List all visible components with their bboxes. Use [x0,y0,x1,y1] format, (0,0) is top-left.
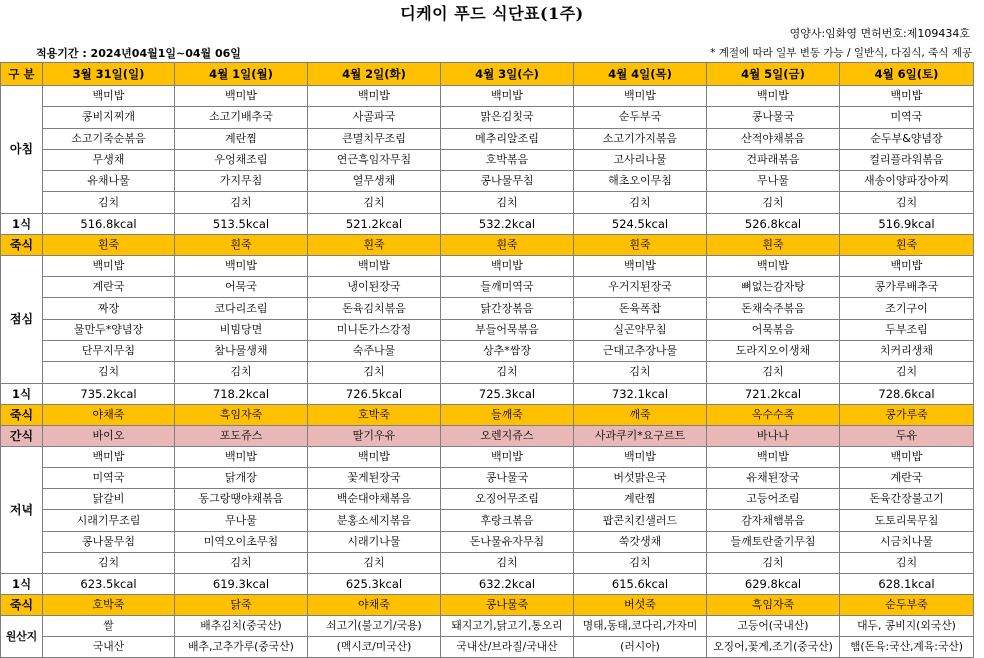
menu-item: 닭갈비 [43,489,175,510]
menu-item: 단무지무침 [43,340,175,361]
menu-item: 우엉채조림 [175,149,308,170]
menu-item: 무나물 [707,171,840,192]
menu-item: 백미밥 [43,86,175,107]
menu-item: 시래기나물 [308,531,441,552]
menu-item: 새송이양파장아찌 [840,171,974,192]
menu-item: 동그랑땡야채볶음 [175,489,308,510]
menu-note: * 계절에 따라 일부 변동 가능 / 일반식, 다짐식, 죽식 제공 [710,47,972,59]
menu-item: 돈채숙주볶음 [707,298,840,319]
kcal-value: 615.6kcal [574,574,707,595]
menu-item: 백미밥 [441,86,574,107]
menu-item: 백미밥 [441,255,574,276]
dinner-kcal-row [1,574,974,595]
origin-item: 오징어,꽃게,조기(중국산) [707,637,840,658]
porridge-item: 옥수수죽 [707,404,840,425]
menu-item: 시래기무조림 [43,510,175,531]
menu-item: 상추*쌈장 [441,340,574,361]
menu-item: 콩비지찌개 [43,107,175,128]
porridge-item: 흰죽 [840,234,974,255]
breakfast-row [1,86,974,107]
menu-item: 김치 [707,362,840,383]
menu-item: 백미밥 [574,86,707,107]
kcal-value: 628.1kcal [840,574,974,595]
menu-item: 후랑크볶음 [441,510,574,531]
menu-item: 참나물생채 [175,340,308,361]
menu-item: 김치 [574,553,707,574]
menu-item: 백미밥 [308,86,441,107]
menu-item: 무생채 [43,149,175,170]
menu-item: 분홍소세지볶음 [308,510,441,531]
origin-item: 쇠고기(불고기/국용) [308,616,441,637]
menu-item: 쑥갓생채 [574,531,707,552]
menu-item: 김치 [175,553,308,574]
day-header: 3월 31일(일) [43,63,175,86]
kcal-value: 732.1kcal [574,383,707,404]
menu-item: 백미밥 [707,446,840,467]
origin-item: 대두, 콩비지(외국산) [840,616,974,637]
snack-item: 사과쿠키*요구르트 [574,425,707,446]
lunch-row [1,362,974,383]
menu-item: 김치 [840,362,974,383]
porridge-item: 순두부죽 [840,595,974,616]
menu-item: 김치 [840,553,974,574]
origin-item: 햄(돈육:국산,계육:국산) [840,637,974,658]
snack-label: 간식 [1,425,43,446]
menu-item: 맑은김칫국 [441,107,574,128]
dinner-row [1,510,974,531]
lunch-row [1,277,974,298]
snack-item: 딸기우유 [308,425,441,446]
porridge-item: 버섯죽 [574,595,707,616]
dietitian-info: 영양사:임화영 면허번호:제109434호 [789,27,970,40]
kcal-value: 526.8kcal [707,213,840,234]
menu-item: 호박볶음 [441,149,574,170]
kcal-value: 721.2kcal [707,383,840,404]
menu-item: 계란찜 [175,128,308,149]
dinner-row [1,446,974,467]
lunch-row [1,255,974,276]
day-header: 4월 6일(토) [840,63,974,86]
menu-item: 백미밥 [707,255,840,276]
porridge-item: 닭죽 [175,595,308,616]
menu-item: 고등어조림 [707,489,840,510]
menu-item: 실곤약무침 [574,319,707,340]
menu-item: 근대고추장나물 [574,340,707,361]
menu-item: 돈나물유자무침 [441,531,574,552]
menu-item: 고사리나물 [574,149,707,170]
meal-table [0,62,974,658]
day-header: 4월 2일(화) [308,63,441,86]
origin-row [1,637,974,658]
menu-item: 두부조림 [840,319,974,340]
menu-item: 백미밥 [43,446,175,467]
menu-item: 백미밥 [308,255,441,276]
menu-item: 꽃게된장국 [308,467,441,488]
kcal-value: 728.6kcal [840,383,974,404]
lunch-kcal-row [1,383,974,404]
menu-item: 소고기배추국 [175,107,308,128]
menu-item: 계란국 [840,467,974,488]
origin-item: 쌀 [43,616,175,637]
menu-item: 김치 [43,192,175,213]
menu-item: 어묵국 [175,277,308,298]
kcal-value: 629.8kcal [707,574,840,595]
menu-item: 김치 [441,192,574,213]
kcal-value: 532.2kcal [441,213,574,234]
porridge-item: 호박죽 [43,595,175,616]
menu-item: 버섯맑은국 [574,467,707,488]
origin-item: 돼지고기,닭고기,통오리 [441,616,574,637]
page-title: 디케이 푸드 식단표(1주) [400,4,584,23]
porridge-item: 들깨죽 [441,404,574,425]
menu-item: 김치 [574,192,707,213]
breakfast-row [1,128,974,149]
dinner-row [1,489,974,510]
origin-row [1,616,974,637]
porridge-label: 죽식 [1,595,43,616]
menu-item: 백미밥 [175,446,308,467]
menu-item: 김치 [308,553,441,574]
snack-item: 오렌지쥬스 [441,425,574,446]
breakfast-label: 아침 [1,86,43,214]
menu-item: 사골파국 [308,107,441,128]
menu-item: 도토리묵무침 [840,510,974,531]
porridge-item: 콩나물죽 [441,595,574,616]
dinner-porridge-row [1,595,974,616]
header-row [1,63,974,86]
kcal-value: 516.9kcal [840,213,974,234]
porridge-item: 야채죽 [43,404,175,425]
kcal-value: 619.3kcal [175,574,308,595]
menu-item: 백미밥 [840,446,974,467]
menu-item: 물만두*양념장 [43,319,175,340]
menu-item: 가지무침 [175,171,308,192]
porridge-item: 흰죽 [441,234,574,255]
origin-item: 배추,고추가루(중국산) [175,637,308,658]
lunch-row [1,298,974,319]
menu-item: 백미밥 [175,255,308,276]
day-header: 4월 5일(금) [707,63,840,86]
menu-item: 콩가루배추국 [840,277,974,298]
menu-item: 돈육폭찹 [574,298,707,319]
menu-item: 순두부국 [574,107,707,128]
application-period: 적용기간 : 2024년04월1일~04월 06일 [36,47,241,60]
origin-label: 원산지 [1,616,43,658]
lunch-label: 점심 [1,255,43,383]
porridge-label: 죽식 [1,404,43,425]
menu-item: 우거지된장국 [574,277,707,298]
kcal-value: 735.2kcal [43,383,175,404]
menu-item: 김치 [707,553,840,574]
menu-item: 무나물 [175,510,308,531]
menu-item: 백미밥 [175,86,308,107]
lunch-porridge-row [1,404,974,425]
menu-item: 치커리생채 [840,340,974,361]
snack-row [1,425,974,446]
porridge-item: 흰죽 [43,234,175,255]
menu-item: 김치 [840,192,974,213]
menu-item: 조기구이 [840,298,974,319]
origin-item: 국내산 [43,637,175,658]
menu-item: 콩나물무침 [43,531,175,552]
menu-item: 백미밥 [707,86,840,107]
porridge-item: 흑임자죽 [707,595,840,616]
menu-item: 백미밥 [308,446,441,467]
breakfast-porridge-row [1,234,974,255]
menu-item: 들깨토란줄기무침 [707,531,840,552]
menu-item: 김치 [441,362,574,383]
menu-item: 유채나물 [43,171,175,192]
kcal-value: 718.2kcal [175,383,308,404]
dinner-row [1,531,974,552]
menu-item: 감자채햄볶음 [707,510,840,531]
day-header: 4월 3일(수) [441,63,574,86]
origin-item: 고등어(국내산) [707,616,840,637]
menu-item: 들깨미역국 [441,277,574,298]
menu-item: 백미밥 [574,446,707,467]
origin-item: 국내산/브라질/국내산 [441,637,574,658]
menu-item: 유채된장국 [707,467,840,488]
snack-item: 포도쥬스 [175,425,308,446]
menu-item: 김치 [175,192,308,213]
day-header: 4월 1일(월) [175,63,308,86]
menu-item: 김치 [441,553,574,574]
porridge-item: 깨죽 [574,404,707,425]
menu-item: 메추리알조림 [441,128,574,149]
kcal-label: 1식 [1,574,43,595]
menu-item: 도라지오이생채 [707,340,840,361]
lunch-row [1,340,974,361]
kcal-value: 516.8kcal [43,213,175,234]
lunch-row [1,319,974,340]
menu-item: 돈육간장불고기 [840,489,974,510]
menu-item: 미역오이초무침 [175,531,308,552]
menu-item: 산적야채볶음 [707,128,840,149]
menu-item: 백미밥 [441,446,574,467]
kcal-value: 521.2kcal [308,213,441,234]
menu-item: 김치 [707,192,840,213]
kcal-value: 513.5kcal [175,213,308,234]
kcal-value: 524.5kcal [574,213,707,234]
origin-item: 배추김치(중국산) [175,616,308,637]
menu-item: 닭간장볶음 [441,298,574,319]
menu-item: 소고기가지볶음 [574,128,707,149]
menu-item: 뼈없는감자탕 [707,277,840,298]
menu-item: 백미밥 [840,86,974,107]
menu-item: 미역국 [43,467,175,488]
breakfast-row [1,107,974,128]
dinner-row [1,553,974,574]
porridge-item: 흰죽 [574,234,707,255]
menu-item: 짜장 [43,298,175,319]
menu-item: 순두부&양념장 [840,128,974,149]
origin-item: 명태,동태,코다리,가자미 [574,616,707,637]
menu-item: 김치 [43,362,175,383]
menu-item: 김치 [308,192,441,213]
menu-item: 백미밥 [574,255,707,276]
porridge-label: 죽식 [1,234,43,255]
porridge-item: 콩가루죽 [840,404,974,425]
header-label: 구 분 [1,63,43,86]
menu-item: 백미밥 [840,255,974,276]
menu-item: 백미밥 [43,255,175,276]
porridge-item: 흰죽 [707,234,840,255]
breakfast-row [1,192,974,213]
menu-item: 김치 [43,553,175,574]
snack-item: 바이오 [43,425,175,446]
menu-item: 백순대야채볶음 [308,489,441,510]
menu-item: 코다리조림 [175,298,308,319]
porridge-item: 흰죽 [175,234,308,255]
menu-item: 미역국 [840,107,974,128]
menu-item: 연근흑임자무침 [308,149,441,170]
snack-item: 두유 [840,425,974,446]
kcal-value: 625.3kcal [308,574,441,595]
breakfast-row [1,171,974,192]
menu-item: 냉이된장국 [308,277,441,298]
menu-item: 김치 [308,362,441,383]
menu-item: 미니돈가스강정 [308,319,441,340]
menu-item: 계란국 [43,277,175,298]
menu-item: 콩나물국 [707,107,840,128]
breakfast-kcal-row [1,213,974,234]
menu-item: 돈육김치볶음 [308,298,441,319]
kcal-value: 725.3kcal [441,383,574,404]
porridge-item: 호박죽 [308,404,441,425]
menu-item: 컬리플라워볶음 [840,149,974,170]
kcal-label: 1식 [1,383,43,404]
menu-item: 콩나물무침 [441,171,574,192]
day-header: 4월 4일(목) [574,63,707,86]
menu-item: 해초오이무침 [574,171,707,192]
menu-item: 김치 [175,362,308,383]
kcal-value: 623.5kcal [43,574,175,595]
menu-item: 시금치나물 [840,531,974,552]
menu-item: 큰멸치무조림 [308,128,441,149]
origin-item: (멕시코/미국산) [308,637,441,658]
dinner-row [1,467,974,488]
menu-item: 비빔당면 [175,319,308,340]
origin-item: (러시아) [574,637,707,658]
menu-item: 소고기죽순볶음 [43,128,175,149]
porridge-item: 야채죽 [308,595,441,616]
menu-item: 어묵볶음 [707,319,840,340]
kcal-value: 632.2kcal [441,574,574,595]
menu-item: 숙주나물 [308,340,441,361]
menu-item: 닭개장 [175,467,308,488]
breakfast-row [1,149,974,170]
menu-item: 계란찜 [574,489,707,510]
kcal-label: 1식 [1,213,43,234]
snack-item: 바나나 [707,425,840,446]
menu-item: 팝콘치킨샐러드 [574,510,707,531]
menu-item: 콩나물국 [441,467,574,488]
menu-item: 오징어무조림 [441,489,574,510]
porridge-item: 흑임자죽 [175,404,308,425]
menu-item: 부들어묵볶음 [441,319,574,340]
dinner-label: 저녁 [1,446,43,574]
menu-item: 건파래볶음 [707,149,840,170]
porridge-item: 흰죽 [308,234,441,255]
menu-item: 열무생채 [308,171,441,192]
kcal-value: 726.5kcal [308,383,441,404]
menu-item: 김치 [574,362,707,383]
